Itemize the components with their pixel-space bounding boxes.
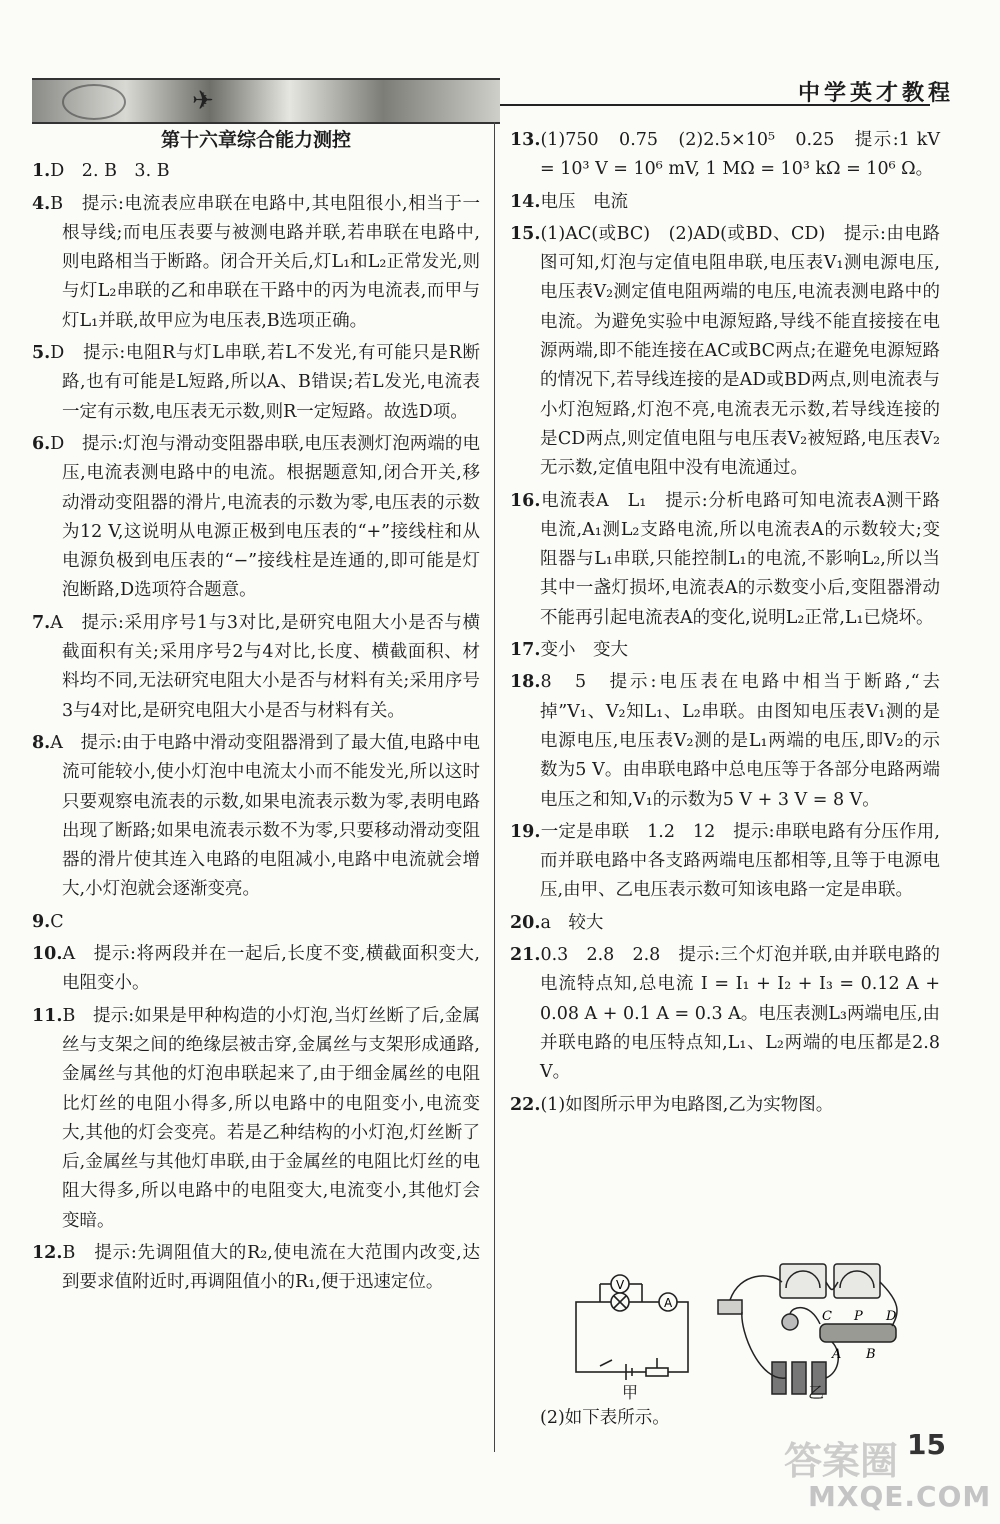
answer-item bbox=[510, 941, 940, 1087]
terminal-a: A bbox=[832, 1347, 842, 1362]
answer-text: D 2. B 3. B bbox=[50, 161, 170, 182]
answer-text: 电流表A L₁ 提示:分析电路可知电流表A测干路电流,A₁测L₂支路电流,所以电流表A的示数较大;变阻器与L₁串联,只能控制L₁的电流,不影响L₂,所以当其中一盏灯损坏,电流表A的示数变小后,变阻器滑动不能再引起电流表A的变化,说明L₂正常,L₁已烧坏。 bbox=[540, 490, 940, 628]
answer-text: 电压 电流 bbox=[540, 191, 628, 212]
answer-item bbox=[32, 940, 480, 999]
page-number: 15 bbox=[907, 1428, 946, 1461]
answer-item bbox=[32, 908, 480, 937]
circuit-diagram bbox=[576, 1275, 688, 1380]
answer-item bbox=[32, 339, 480, 427]
answer-text: 8 5 提示:电压表在电路中相当于断路,“去掉”V₁、V₂知L₁、L₂串联。由图知电压表V₁测的是电源电压,电压表V₂测的是L₁两端的电压,即V₂的示数为5 V。由串联电路中总电压等于各部分电路两端电压之和知,V₁的示数为5 V + 3 V = 8 V。 bbox=[540, 672, 940, 810]
answer-text: (1)AC(或BC) (2)AD(或BD、CD) 提示:由电路图可知,灯泡与定值电阻串联,电压表V₁测电源电压,电压表V₂测定值电阻两端的电压,电流表测电路中的电流。为避免实验中电源短路,导线不能直接接在电源两端,即不能连接在AC或BC两点;在避免电源短路的情况下,若导线连接的是AD或BD两点,则电流表与小灯泡短路,灯泡不亮,电流表无示数,若导线连接的是CD两点,则定值电阻与电压表V₂被短路,电压表V₂无示数,定值电阻中没有电流通过。 bbox=[540, 223, 940, 479]
answer-text: B 提示:如果是甲种构造的小灯泡,当灯丝断了后,金属丝与支架之间的绝缘层被击穿,金属丝与支架形成通路,金属丝与其他的灯泡串联起来了,由于细金属丝的电阻比灯丝的电阻小得多,所以电路中的电阻变小,电流变大,其他的灯会变亮。若是乙种结构的小灯泡,灯丝断了后,金属丝与其他灯串联,由于金属丝的电阻比灯丝的电阻大得多,所以电路中的电阻变大,电流变小,其他灯会变暗。 bbox=[62, 1005, 480, 1231]
left-column bbox=[32, 126, 480, 1301]
answer-number: 19. bbox=[510, 821, 541, 842]
answer-number: 21. bbox=[510, 945, 541, 966]
answer-item bbox=[32, 1239, 480, 1298]
answer-number: 10. bbox=[32, 944, 63, 965]
answer-text: D 提示:灯泡与滑动变阻器串联,电压表测灯泡两端的电压,电流表测电路中的电流。根据题意知,闭合开关,移动滑动变阻器的滑片,电流表的示数为零,电压表的示数为12 V,这说明从电源正极到电压表的“+”接线柱和从电源负极到电压表的“−”接线柱是连通的,即可能是灯泡断路,D选项符合题意。 bbox=[50, 433, 480, 601]
terminal-c: C bbox=[822, 1309, 832, 1324]
answer-text: D 提示:电阻R与灯L串联,若L不发光,有可能只是R断路,也有可能是L短路,所以A、B错误;若L发光,电流表一定有示数,电压表无示数,则R一定短路。故选D项。 bbox=[50, 343, 480, 422]
answer-item bbox=[510, 220, 940, 484]
answer-number: 22. bbox=[510, 1094, 541, 1115]
answer-item bbox=[32, 430, 480, 606]
answer-number: 1. bbox=[32, 161, 51, 182]
answer-text: A 提示:由于电路中滑动变阻器滑到了最大值,电路中电流可能较小,使小灯泡中电流太小而不能发光,所以这时只要观察电流表的示数,如果电流表示数为零,表明电路出现了断路;如果电流表示数不为零,只要移动滑动变阻器的滑片使其连入电路的电阻减小,电路中电流就会增大,小灯泡就会逐渐变亮。 bbox=[50, 732, 480, 900]
terminal-p: P bbox=[854, 1309, 863, 1324]
right-answer-list bbox=[510, 126, 940, 1120]
voltmeter-label: V bbox=[616, 1278, 625, 1292]
table-note: (2)如下表所示。 bbox=[540, 1408, 670, 1428]
answer-number: 15. bbox=[510, 223, 541, 244]
section-title: 第十六章综合能力测控 bbox=[160, 129, 351, 151]
answer-text: A 提示:将两段并在一起后,长度不变,横截面积变大,电阻变小。 bbox=[62, 944, 480, 994]
answer-text: (1)750 0.75 (2)2.5×10⁵ 0.25 提示:1 kV = 10³ V = 10⁶ mV, 1 MΩ = 10³ kΩ = 10⁶ Ω。 bbox=[540, 130, 940, 180]
answer-item bbox=[510, 909, 940, 938]
answer-number: 18. bbox=[510, 672, 541, 693]
answer-text: a 较大 bbox=[540, 912, 604, 933]
answer-item bbox=[32, 1002, 480, 1236]
figure-label-jia: 甲 bbox=[622, 1383, 639, 1402]
answer-number: 13. bbox=[510, 130, 541, 150]
answer-item bbox=[510, 126, 940, 185]
answer-item bbox=[32, 190, 480, 336]
answer-number: 4. bbox=[32, 193, 51, 214]
answer-item bbox=[32, 609, 480, 726]
answer-number: 7. bbox=[32, 612, 51, 633]
answer-number: 12. bbox=[32, 1242, 63, 1263]
circuit-figure bbox=[570, 1262, 910, 1412]
answer-number: 9. bbox=[32, 911, 51, 932]
book-brand: 中学英才教程 bbox=[798, 81, 955, 106]
column-divider bbox=[494, 122, 495, 1452]
globe-icon bbox=[62, 84, 126, 120]
answer-text: (1)如图所示甲为电路图,乙为实物图。 bbox=[540, 1094, 834, 1115]
terminal-d: D bbox=[886, 1309, 897, 1324]
watermark-url: MXQE.COM bbox=[808, 1480, 992, 1513]
answer-item bbox=[510, 818, 940, 906]
answer-number: 14. bbox=[510, 191, 541, 212]
answer-text: 一定是串联 1.2 12 提示:串联电路有分压作用,而并联电路中各支路两端电压都相等,且等于电源电压,由甲、乙电压表示数可知该电路一定是串联。 bbox=[540, 821, 940, 901]
answer-item bbox=[510, 1091, 940, 1120]
answer-item bbox=[510, 487, 940, 633]
answer-text: C bbox=[50, 911, 64, 932]
terminal-b: B bbox=[866, 1347, 876, 1362]
answer-number: 11. bbox=[32, 1005, 63, 1026]
header-decoration bbox=[32, 78, 500, 124]
answer-item bbox=[510, 636, 940, 665]
answer-item bbox=[510, 188, 940, 217]
answer-text: B 提示:电流表应串联在电路中,其电阻很小,相当于一根导线;而电压表要与被测电路并联,若串联在电路中,则电路相当于断路。闭合开关后,灯L₁和L₂正常发光,则与灯L₂串联的乙和串联在干路中的丙为电流表,而甲与灯L₁并联,故甲应为电压表,B选项正确。 bbox=[50, 193, 480, 331]
left-answer-list bbox=[32, 157, 480, 1297]
physical-wiring bbox=[718, 1264, 897, 1394]
answer-text: 变小 变大 bbox=[540, 640, 628, 661]
watermark-logo: 答案圈 bbox=[784, 1439, 899, 1483]
answer-number: 5. bbox=[32, 343, 51, 364]
answer-number: 6. bbox=[32, 433, 51, 454]
answer-item bbox=[32, 157, 480, 186]
figure-label-yi: 乙 bbox=[808, 1383, 825, 1402]
answer-number: 16. bbox=[510, 490, 541, 511]
answer-number: 8. bbox=[32, 732, 51, 753]
answer-number: 20. bbox=[510, 912, 541, 933]
answer-text: B 提示:先调阻值大的R₂,使电流在大范围内改变,达到要求值附近时,再调阻值小的R₁,便于迅速定位。 bbox=[62, 1242, 480, 1293]
bird-icon: ✈ bbox=[192, 86, 214, 116]
ammeter-label: A bbox=[664, 1296, 673, 1310]
answer-item bbox=[510, 668, 940, 814]
answer-text: A 提示:采用序号1与3对比,是研究电阻大小是否与横截面积有关;采用序号2与4对比,长度、横截面积、材料均不同,无法研究电阻大小是否与材料有关;采用序号3与4对比,是研究电阻大小是否与材料有关。 bbox=[50, 612, 480, 721]
answer-item bbox=[32, 729, 480, 905]
answer-text: 0.3 2.8 2.8 提示:三个灯泡并联,由并联电路的电流特点知,总电流 I = I₁ + I₂ + I₃ = 0.12 A + 0.08 A + 0.1 A = 0.3 A。电压表测L₃两端电压,由并联电路的电压特点知,L₁、L₂两端的电压都是2.8 V。 bbox=[540, 945, 941, 1083]
answer-number: 17. bbox=[510, 640, 541, 661]
right-column bbox=[510, 126, 940, 1123]
